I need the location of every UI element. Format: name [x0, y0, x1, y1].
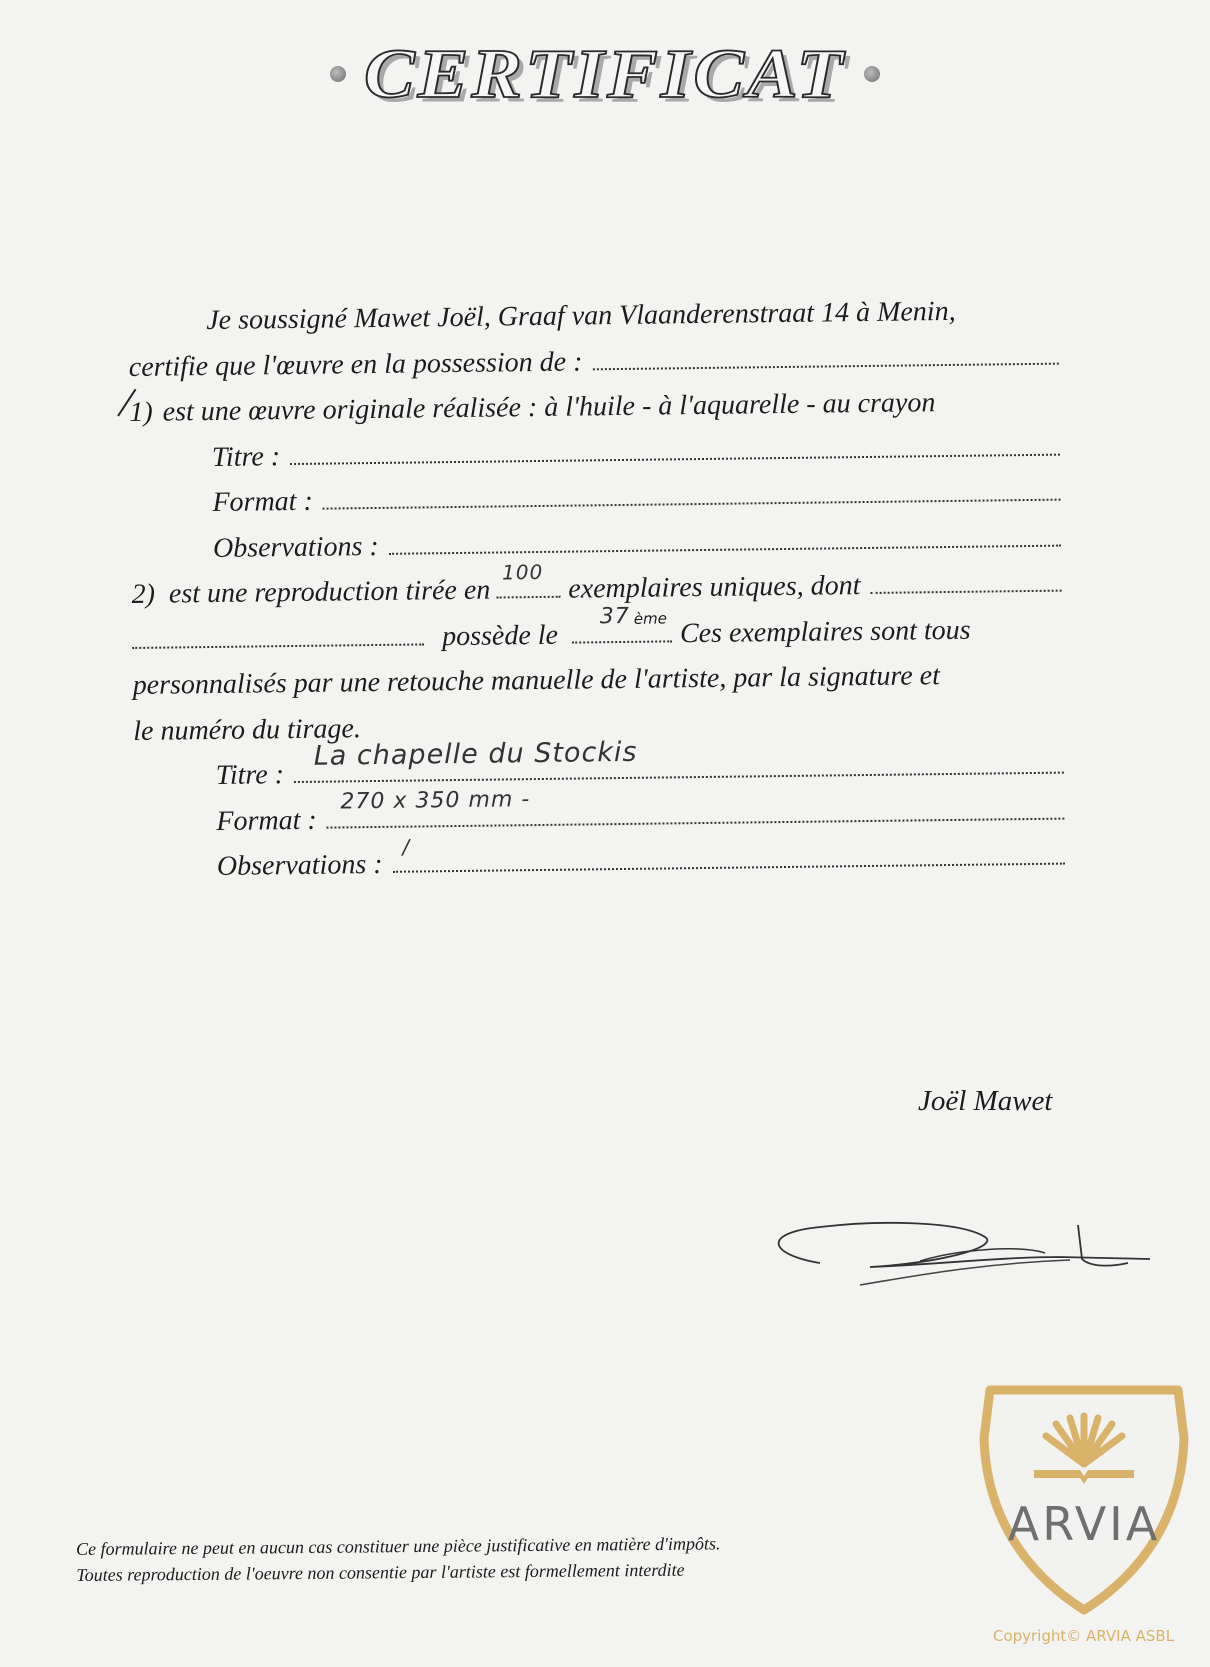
option1-format-label: Format :: [212, 485, 313, 518]
certificate-header: [0, 34, 1210, 114]
footer-line-2: Toutes reproduction de l'oeuvre non consentie par l'artiste est formellement interdite: [76, 1559, 685, 1585]
option2-text-rest: Ces exemplaires sont tous: [679, 614, 971, 649]
signature-icon: [760, 1215, 1180, 1305]
option2-number: 2): [131, 578, 156, 610]
intro-text-1: Je soussigné Mawet Joël, Graaf van Vlaanderenstraat 14 à Menin,: [206, 295, 956, 337]
option2-format-value: 270 x 350 mm -: [340, 786, 531, 814]
rank-owner-field: [132, 617, 424, 649]
rank-field: [572, 603, 672, 643]
possessor-field: [592, 336, 1059, 370]
arvia-logo-icon: [970, 1378, 1198, 1618]
numero-text: le numéro du tirage.: [133, 712, 362, 747]
option2-titre-label: Titre :: [215, 759, 285, 791]
option2-titre-field: [294, 736, 1064, 783]
copies-handwritten: 100: [501, 559, 544, 585]
dont-field: [870, 564, 1061, 594]
option1-titre-label: Titre :: [211, 440, 281, 473]
copyright-notice: Copyright© ARVIA ASBL: [993, 1627, 1175, 1645]
bullet-dot-left: [330, 66, 346, 82]
option1-number: [129, 391, 153, 435]
personnalises-text: personnalisés par une retouche manuelle de l'artiste, par la signature et: [132, 660, 941, 701]
option2-format-label: Format :: [216, 804, 317, 837]
bullet-dot-right: [864, 66, 880, 82]
option1-titre-field: [290, 427, 1060, 464]
option2-text-before: est une reproduction tirée en: [168, 574, 491, 610]
arvia-logo-text: ARVIA: [1007, 1497, 1161, 1551]
option2-observations-value: /: [402, 834, 411, 859]
footer-line-1: Ce formulaire ne peut en aucun cas constituer une pièce justificative en matière d'impôts.: [76, 1533, 721, 1559]
certificate-body: [128, 289, 1065, 892]
possede-label: possède le: [441, 619, 559, 652]
copies-field: [496, 559, 560, 599]
option2-text-after: exemplaires uniques, dont: [568, 570, 861, 605]
option2-observations-label: Observations :: [216, 848, 383, 882]
option2-titre-value: La chapelle du Stockis: [313, 736, 638, 772]
option2-observations-field: [392, 834, 1065, 873]
strike-mark: [117, 389, 161, 433]
option1-number-text: 1): [129, 396, 153, 428]
option1-observations-label: Observations :: [212, 530, 379, 564]
signer-name: Joël Mawet: [918, 1085, 1053, 1117]
option1-format-field: [323, 473, 1061, 510]
option1-text: est une œuvre originale réalisée : à l'huile - à l'aquarelle - au crayon: [162, 387, 936, 428]
option2-format-field: [326, 786, 1064, 828]
intro-text-2: certifie que l'œuvre en la possession de :: [128, 345, 583, 383]
rank-handwritten: 37: [599, 603, 630, 629]
rank-suffix: ème: [633, 608, 667, 628]
option1-observations-field: [388, 518, 1061, 554]
certificate-title: CERTIFICAT: [364, 34, 846, 113]
footer-notice: [76, 1530, 721, 1588]
